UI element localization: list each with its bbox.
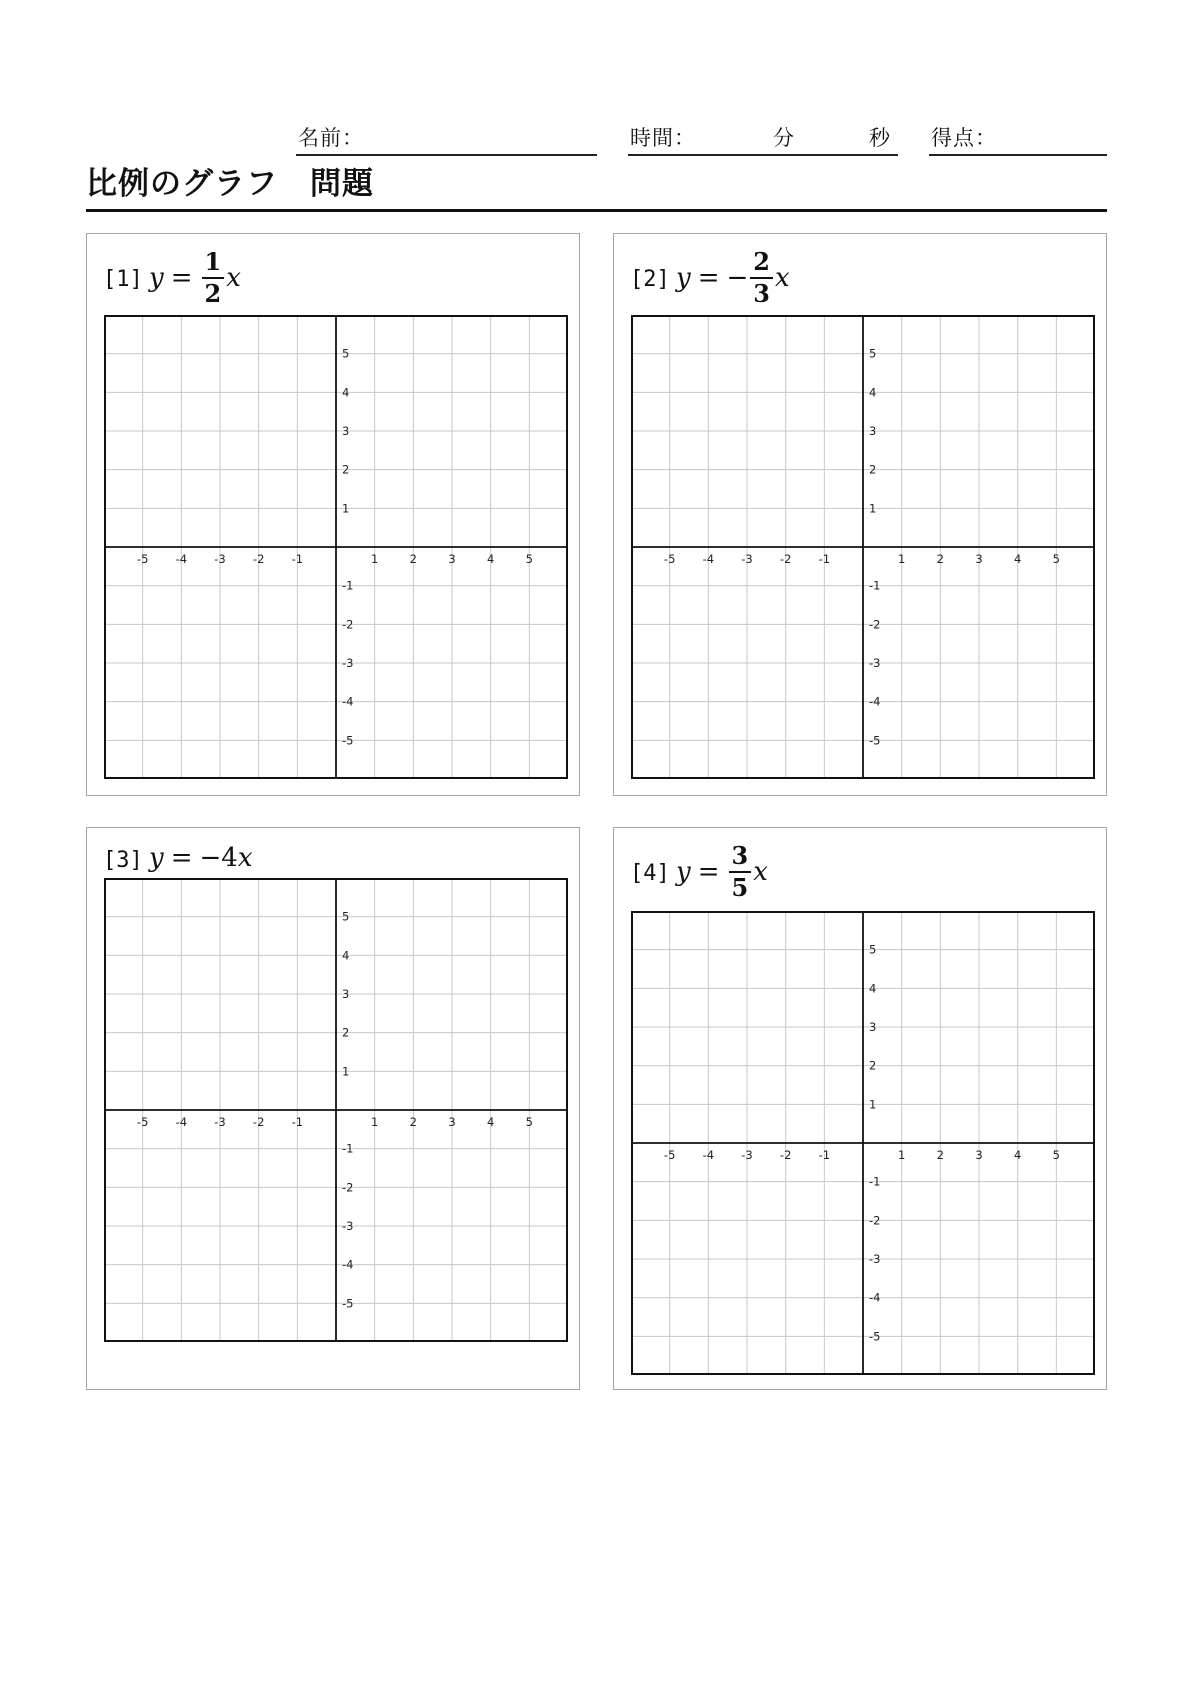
y-tick-label: -3 xyxy=(869,656,881,670)
x-tick-label: 1 xyxy=(371,1115,379,1129)
x-tick-label: 2 xyxy=(409,1115,417,1129)
name-label: 名前： xyxy=(298,126,364,150)
equals-sign: = xyxy=(170,843,193,873)
y-tick-label: 1 xyxy=(869,501,877,516)
denominator: 3 xyxy=(753,279,770,308)
x-tick-label: 5 xyxy=(525,552,533,566)
y-tick-label: -1 xyxy=(342,1141,354,1156)
x-tick-label: -3 xyxy=(214,552,226,566)
denominator: 2 xyxy=(204,279,222,308)
equation-lhs: y xyxy=(676,857,691,887)
equation-rhs: x xyxy=(237,843,253,873)
y-tick-label: -2 xyxy=(869,617,881,632)
y-tick-label: -5 xyxy=(342,1296,354,1311)
y-tick-label: 5 xyxy=(869,346,877,361)
page-title: 比例のグラフ 問題 xyxy=(86,166,374,202)
x-tick-label: 1 xyxy=(371,552,379,566)
score-field[interactable] xyxy=(929,124,1107,156)
y-tick-label: 1 xyxy=(869,1097,877,1112)
x-tick-label: -1 xyxy=(818,1148,831,1162)
coordinate-grid-3[interactable] xyxy=(104,878,568,1342)
equation-rhs: x xyxy=(775,263,790,293)
y-tick-label: 2 xyxy=(342,462,350,477)
fraction xyxy=(750,247,773,308)
y-tick-label: 2 xyxy=(342,1025,350,1040)
equation-rhs: x xyxy=(753,857,768,887)
equation-2 xyxy=(676,247,790,308)
y-tick-label: -1 xyxy=(869,1174,881,1189)
x-tick-label: 4 xyxy=(487,1115,495,1129)
x-tick-label: 1 xyxy=(898,1148,906,1162)
x-tick-label: -5 xyxy=(136,552,149,566)
minus-sign: − xyxy=(726,263,749,293)
y-tick-label: 3 xyxy=(869,1020,877,1034)
x-tick-label: 4 xyxy=(1014,1148,1022,1162)
y-tick-label: 2 xyxy=(869,1058,877,1073)
title-rule xyxy=(86,209,1107,212)
y-tick-label: 4 xyxy=(869,981,877,996)
x-tick-label: -5 xyxy=(136,1115,149,1129)
y-tick-label: 4 xyxy=(342,385,350,400)
x-tick-label: -3 xyxy=(741,552,753,566)
x-tick-label: 2 xyxy=(936,1148,944,1162)
numerator: 3 xyxy=(731,841,749,870)
time-field[interactable] xyxy=(628,124,898,156)
x-tick-label: -4 xyxy=(175,552,188,566)
problem-label-4: [4] xyxy=(630,861,670,886)
y-tick-label: -2 xyxy=(342,617,354,632)
problem-label-2: [2] xyxy=(630,267,670,292)
y-tick-label: 5 xyxy=(869,942,877,957)
x-tick-label: 5 xyxy=(1052,552,1060,566)
seconds-unit: 秒 xyxy=(869,126,890,150)
y-tick-label: -3 xyxy=(342,1219,354,1233)
x-tick-label: -2 xyxy=(779,1148,792,1162)
y-tick-label: -3 xyxy=(869,1252,881,1266)
x-tick-label: -5 xyxy=(663,1148,676,1162)
x-tick-label: -2 xyxy=(252,552,265,566)
minutes-unit: 分 xyxy=(773,126,794,150)
y-tick-label: -2 xyxy=(869,1213,881,1228)
coefficient: −4 xyxy=(199,843,238,873)
y-tick-label: -4 xyxy=(342,1257,354,1272)
x-tick-label: 3 xyxy=(975,1148,983,1162)
y-tick-label: 4 xyxy=(342,948,350,963)
equation-4 xyxy=(676,841,768,902)
y-tick-label: 2 xyxy=(869,462,877,477)
x-tick-label: -2 xyxy=(779,552,792,566)
x-tick-label: -4 xyxy=(702,1148,715,1162)
x-tick-label: 4 xyxy=(1014,552,1022,566)
y-tick-label: -1 xyxy=(342,578,354,593)
x-tick-label: 5 xyxy=(1052,1148,1060,1162)
x-tick-label: 2 xyxy=(409,552,417,566)
coordinate-grid-4[interactable] xyxy=(631,911,1095,1375)
x-tick-label: -3 xyxy=(214,1115,226,1129)
equation-lhs: y xyxy=(149,263,164,293)
x-tick-label: -4 xyxy=(702,552,715,566)
y-tick-label: 3 xyxy=(342,987,350,1001)
equation-lhs: y xyxy=(149,843,164,873)
fraction xyxy=(729,841,752,902)
equals-sign: = xyxy=(697,263,720,293)
y-tick-label: 1 xyxy=(342,501,350,516)
x-tick-label: -2 xyxy=(252,1115,265,1129)
equation-3 xyxy=(149,843,253,873)
y-tick-label: -3 xyxy=(342,656,354,670)
fraction xyxy=(202,247,225,308)
score-label: 得点： xyxy=(931,126,997,150)
y-tick-label: -4 xyxy=(342,694,354,709)
equation-1 xyxy=(149,247,241,308)
equals-sign: = xyxy=(697,857,720,887)
y-tick-label: 3 xyxy=(342,424,350,438)
y-tick-label: 5 xyxy=(342,909,350,924)
x-tick-label: -1 xyxy=(291,1115,304,1129)
time-label: 時間： xyxy=(630,126,696,150)
y-tick-label: 5 xyxy=(342,346,350,361)
y-tick-label: -2 xyxy=(342,1180,354,1195)
x-tick-label: 3 xyxy=(448,1115,456,1129)
problem-label-1: [1] xyxy=(103,267,143,292)
y-tick-label: -5 xyxy=(869,733,881,748)
x-tick-label: -1 xyxy=(818,552,831,566)
y-tick-label: -4 xyxy=(869,1290,881,1305)
coordinate-grid-1[interactable] xyxy=(104,315,568,779)
y-tick-label: 1 xyxy=(342,1064,350,1079)
x-tick-label: -4 xyxy=(175,1115,188,1129)
x-tick-label: 3 xyxy=(448,552,456,566)
x-tick-label: 4 xyxy=(487,552,495,566)
x-tick-label: -5 xyxy=(663,552,676,566)
problem-label-3: [3] xyxy=(103,848,143,873)
x-tick-label: 1 xyxy=(898,552,906,566)
x-tick-label: -3 xyxy=(741,1148,753,1162)
name-field[interactable] xyxy=(296,124,597,156)
y-tick-label: 3 xyxy=(869,424,877,438)
numerator: 1 xyxy=(204,247,222,276)
coordinate-grid-2[interactable] xyxy=(631,315,1095,779)
x-tick-label: 5 xyxy=(525,1115,533,1129)
y-tick-label: -1 xyxy=(869,578,881,593)
y-tick-label: -5 xyxy=(869,1329,881,1344)
denominator: 5 xyxy=(731,873,749,902)
numerator: 2 xyxy=(753,247,770,276)
y-tick-label: 4 xyxy=(869,385,877,400)
x-tick-label: -1 xyxy=(291,552,304,566)
equation-lhs: y xyxy=(676,263,691,293)
x-tick-label: 2 xyxy=(936,552,944,566)
x-tick-label: 3 xyxy=(975,552,983,566)
y-tick-label: -4 xyxy=(869,694,881,709)
equals-sign: = xyxy=(170,263,193,293)
y-tick-label: -5 xyxy=(342,733,354,748)
equation-rhs: x xyxy=(226,263,241,293)
